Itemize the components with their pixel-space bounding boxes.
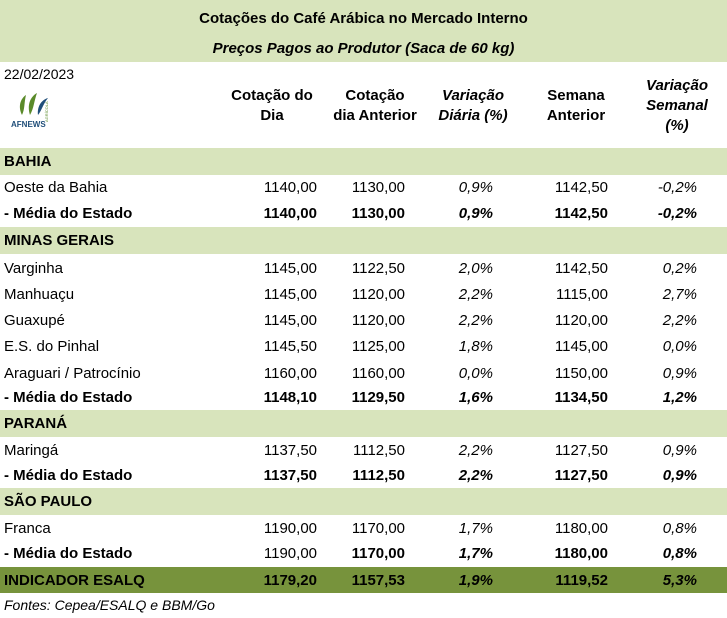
cell-location: E.S. do Pinhal — [4, 338, 100, 355]
cell-semana-anterior: 1134,50 — [554, 389, 608, 406]
cell-variacao-diaria: 0,0% — [458, 365, 493, 382]
cell-cotacao-dia: 1137,50 — [263, 442, 317, 459]
cell-variacao-diaria: 2,2% — [458, 312, 493, 329]
cell-semana-anterior: 1119,52 — [555, 572, 608, 589]
state-average-row — [0, 541, 727, 567]
cell-cotacao-anterior: 1160,00 — [351, 365, 405, 382]
cell-cotacao-anterior: 1130,00 — [351, 179, 405, 196]
cell-variacao-diaria: 2,2% — [458, 286, 493, 303]
cell-variacao-semanal: 2,7% — [662, 286, 697, 303]
date-label: 22/02/2023 — [4, 66, 75, 82]
cell-semana-anterior: 1180,00 — [554, 545, 608, 562]
cell-cotacao-anterior: 1129,50 — [351, 389, 405, 406]
cell-variacao-semanal: 0,8% — [662, 545, 697, 562]
cell-variacao-semanal: 0,9% — [662, 467, 697, 484]
cell-variacao-diaria: 2,2% — [458, 442, 493, 459]
sources-footnote: Fontes: Cepea/ESALQ e BBM/Go — [4, 597, 215, 613]
state-average-row — [0, 385, 727, 411]
table-row — [0, 361, 727, 387]
cell-cotacao-dia: 1190,00 — [263, 520, 317, 537]
afnews-logo — [8, 89, 54, 135]
cell-cotacao-anterior: 1125,00 — [351, 338, 405, 355]
cell-cotacao-anterior: 1112,50 — [352, 467, 405, 484]
cell-cotacao-anterior: 1122,50 — [351, 260, 405, 277]
cell-cotacao-anterior: 1112,50 — [353, 442, 405, 459]
cell-location: - Média do Estado — [4, 467, 133, 484]
cell-cotacao-dia: 1145,00 — [263, 312, 317, 329]
cell-variacao-semanal: 2,2% — [662, 312, 697, 329]
cell-cotacao-anterior: 1120,00 — [351, 312, 405, 329]
cell-variacao-diaria: 1,6% — [458, 389, 493, 406]
state-header-minas-gerais: MINAS GERAIS — [0, 227, 727, 254]
cell-semana-anterior: 1142,50 — [554, 260, 608, 277]
col-header-cotacao-dia: Cotação do Dia — [231, 87, 313, 124]
cell-variacao-diaria: 2,0% — [458, 260, 493, 277]
col-header-cotacao-anterior: Cotação dia Anterior — [333, 87, 417, 124]
cell-variacao-diaria: 0,9% — [458, 205, 493, 222]
cell-semana-anterior: 1127,50 — [554, 467, 608, 484]
state-header-parana: PARANÁ — [0, 410, 727, 437]
state-average-row — [0, 463, 727, 489]
table-subtitle: Preços Pagos ao Produtor (Saca de 60 kg) — [0, 35, 727, 62]
cell-semana-anterior: 1150,00 — [554, 365, 608, 382]
cell-semana-anterior: 1142,50 — [554, 179, 608, 196]
cell-semana-anterior: 1120,00 — [554, 312, 608, 329]
cell-semana-anterior: 1127,50 — [554, 442, 608, 459]
logo-text: AFNEWS — [11, 120, 46, 129]
table-row — [0, 516, 727, 542]
cell-cotacao-dia: 1137,50 — [263, 467, 317, 484]
cell-variacao-semanal: 0,8% — [662, 520, 697, 537]
table-row — [0, 308, 727, 334]
state-header-bahia: BAHIA — [0, 148, 727, 175]
cell-location: Oeste da Bahia — [4, 179, 108, 196]
cell-cotacao-dia: 1145,50 — [263, 338, 317, 355]
cell-cotacao-dia: 1140,00 — [263, 179, 317, 196]
cell-variacao-diaria: 2,2% — [458, 467, 493, 484]
cell-variacao-semanal: 0,2% — [662, 260, 697, 277]
cell-location: Araguari / Patrocínio — [4, 365, 141, 382]
cell-variacao-diaria: 1,8% — [458, 338, 493, 355]
cell-cotacao-dia: 1145,00 — [263, 286, 317, 303]
indicator-esalq-row — [0, 567, 727, 593]
cell-cotacao-dia: 1190,00 — [263, 545, 317, 562]
cell-cotacao-dia: 1145,00 — [263, 260, 317, 277]
cell-location: Franca — [4, 520, 51, 537]
cell-variacao-semanal: 5,3% — [662, 572, 697, 589]
col-header-semana-anterior: Semana Anterior — [546, 87, 606, 124]
cell-location: INDICADOR ESALQ — [4, 572, 145, 589]
cell-cotacao-anterior: 1130,00 — [351, 205, 405, 222]
cell-cotacao-dia: 1179,20 — [263, 572, 317, 589]
state-average-row — [0, 201, 727, 227]
cell-variacao-diaria: 1,9% — [458, 572, 493, 589]
cell-location: Manhuaçu — [4, 286, 75, 303]
cell-variacao-diaria: 0,9% — [458, 179, 493, 196]
table-row — [0, 282, 727, 308]
col-header-variacao-semanal: Variação Semanal (%) — [646, 77, 708, 134]
cell-variacao-semanal: 0,0% — [662, 338, 697, 355]
cell-cotacao-anterior: 1170,00 — [351, 520, 405, 537]
table-row — [0, 175, 727, 201]
cell-location: Guaxupé — [4, 312, 65, 329]
table-row — [0, 256, 727, 282]
cell-cotacao-anterior: 1120,00 — [351, 286, 405, 303]
cell-location: - Média do Estado — [4, 205, 133, 222]
table-title: Cotações do Café Arábica no Mercado Interno — [0, 0, 727, 35]
cell-variacao-semanal: 0,9% — [662, 442, 697, 459]
cell-cotacao-dia: 1140,00 — [263, 205, 317, 222]
cell-variacao-semanal: 0,9% — [662, 365, 697, 382]
cell-variacao-semanal: 1,2% — [662, 389, 697, 406]
state-header-sao-paulo: SÃO PAULO — [0, 488, 727, 515]
cell-variacao-diaria: 1,7% — [458, 545, 493, 562]
cell-location: - Média do Estado — [4, 545, 133, 562]
cell-location: Varginha — [4, 260, 63, 277]
col-header-variacao-diaria: Variação Diária (%) — [438, 87, 508, 124]
cell-location: - Média do Estado — [4, 389, 133, 406]
table-row — [0, 438, 727, 464]
cell-semana-anterior: 1180,00 — [554, 520, 608, 537]
cell-semana-anterior: 1115,00 — [556, 286, 608, 303]
cell-cotacao-anterior: 1170,00 — [351, 545, 405, 562]
cell-cotacao-dia: 1160,00 — [263, 365, 317, 382]
cell-cotacao-dia: 1148,10 — [263, 389, 317, 406]
cell-location: Maringá — [4, 442, 59, 459]
cell-cotacao-anterior: 1157,53 — [351, 572, 405, 589]
table-row — [0, 334, 727, 360]
cell-variacao-semanal: -0,2% — [657, 205, 697, 222]
cell-variacao-semanal: -0,2% — [657, 179, 697, 196]
logo-subtext: AGRÍCOLA — [44, 101, 49, 122]
cell-semana-anterior: 1142,50 — [554, 205, 608, 222]
cell-variacao-diaria: 1,7% — [458, 520, 493, 537]
cell-semana-anterior: 1145,00 — [554, 338, 608, 355]
